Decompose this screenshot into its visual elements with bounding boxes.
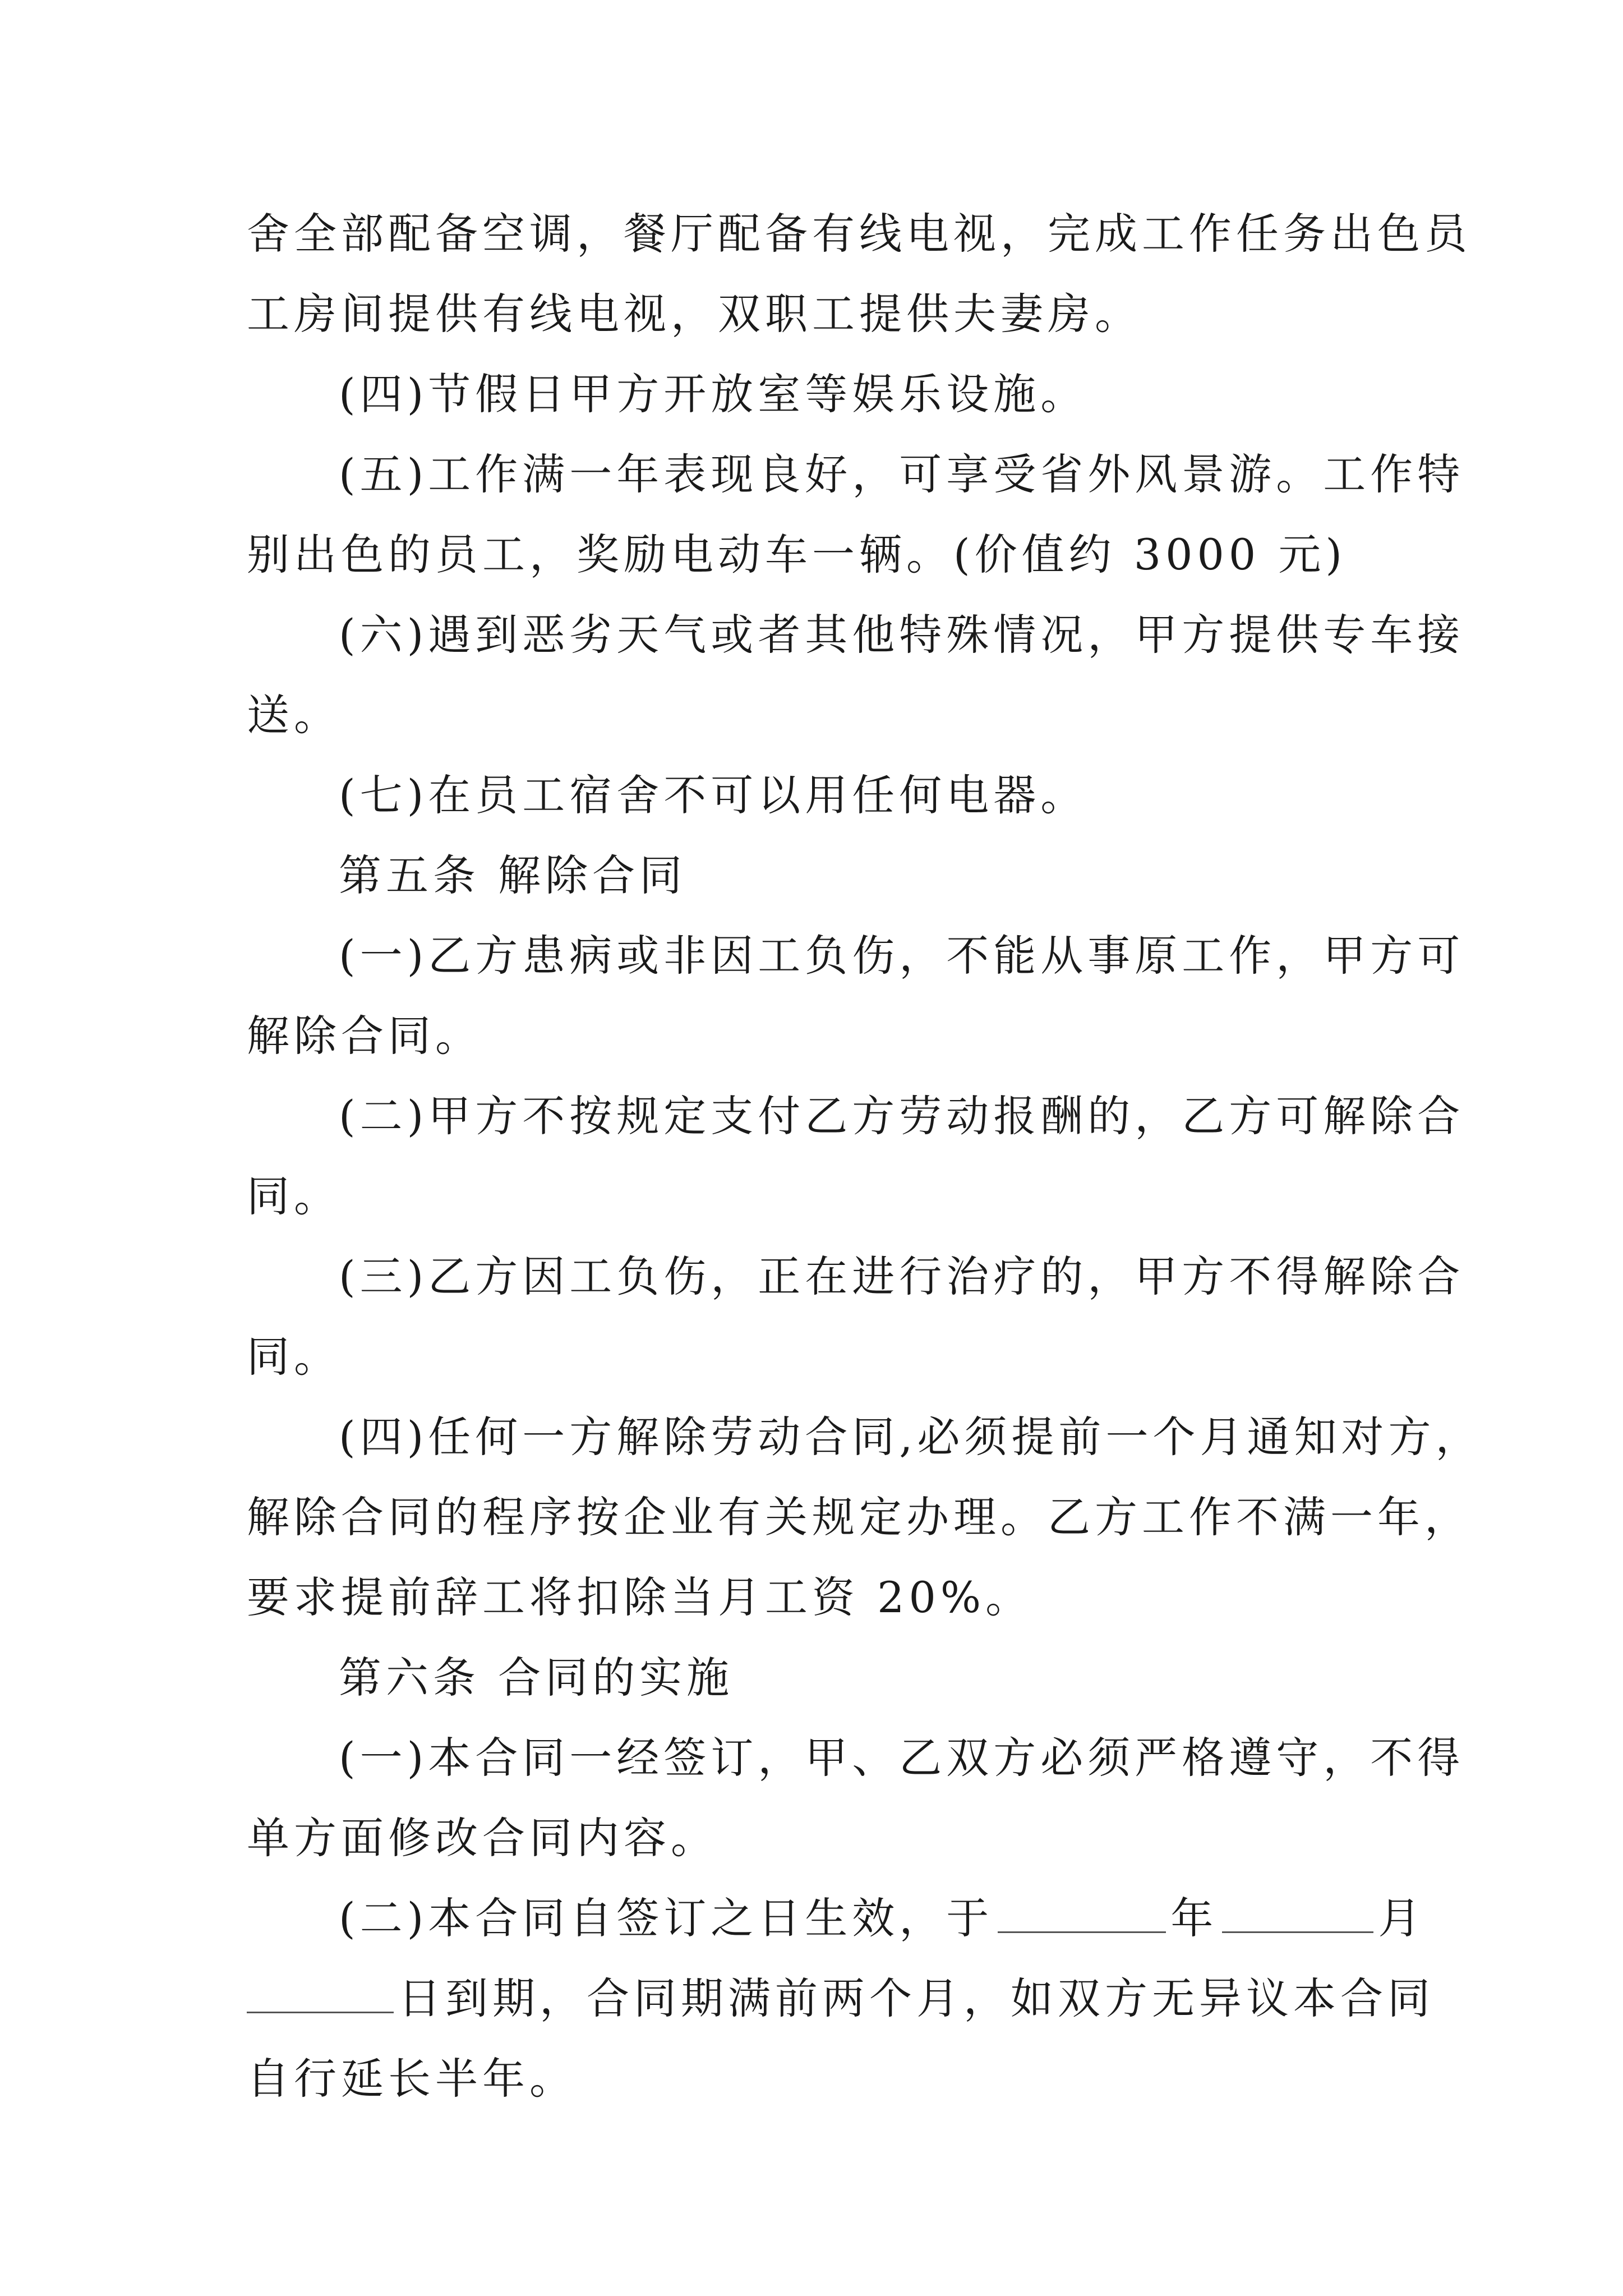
paragraph-line: (七)在员工宿舍不可以用任何电器。 [339,770,1088,820]
paragraph-line: 同。 [247,1171,341,1221]
paragraph-line: (六)遇到恶劣天气或者其他特殊情况，甲方提供专车接 [339,610,1465,660]
paragraph-line: 别出色的员工，奖励电动车一辆。(价值约 3000 元) [247,530,1347,579]
paragraph-line: (四)节假日甲方开放室等娱乐设施。 [339,369,1088,419]
fill-line-suffix: 日到期，合同期满前两个月，如双方无异议本合同 [398,1973,1435,2023]
paragraph-line: 解除合同。 [247,1011,482,1061]
month-blank [1222,1897,1373,1933]
date-fill-line [247,1958,1435,2039]
paragraph-line: 舍全部配备空调，餐厅配备有线电视，完成工作任务出色员 [247,209,1472,259]
paragraph-line: (三)乙方因工负伤，正在进行治疗的，甲方不得解除合 [339,1251,1465,1301]
paragraph-line: (二)甲方不按规定支付乙方劳动报酬的，乙方可解除合 [339,1091,1465,1141]
paragraph-line: 自行延长半年。 [247,2054,577,2104]
paragraph-line: (五)工作满一年表现良好，可享受省外风景游。工作特 [339,449,1465,499]
contract-body [247,194,1483,2119]
paragraph-line: 同。 [247,1332,341,1382]
day-blank [247,1977,394,2013]
paragraph-line: 工房间提供有线电视，双职工提供夫妻房。 [247,289,1142,339]
paragraph-line: 单方面修改合同内容。 [247,1813,718,1863]
section-heading: 第六条 合同的实施 [339,1653,734,1703]
fill-line-prefix: (二)本合同自签订之日生效，于 [339,1893,994,1943]
year-blank [998,1897,1166,1933]
paragraph-line: 要求提前辞工将扣除当月工资 20%。 [247,1572,1033,1622]
paragraph-line: (四)任何一方解除劳动合同,必须提前一个月通知对方， [339,1412,1483,1462]
paragraph-line: (一)乙方患病或非因工负伤，不能从事原工作，甲方可 [339,931,1465,981]
paragraph-line: (一)本合同一经签订，甲、乙双方必须严格遵守，不得 [339,1733,1465,1783]
year-label: 年 [1170,1893,1218,1943]
date-fill-line [247,1878,1426,1958]
month-label: 月 [1378,1893,1426,1943]
section-heading: 第五条 解除合同 [339,850,687,900]
paragraph-line: 解除合同的程序按企业有关规定办理。乙方工作不满一年， [247,1492,1472,1542]
paragraph-line: 送。 [247,690,341,740]
